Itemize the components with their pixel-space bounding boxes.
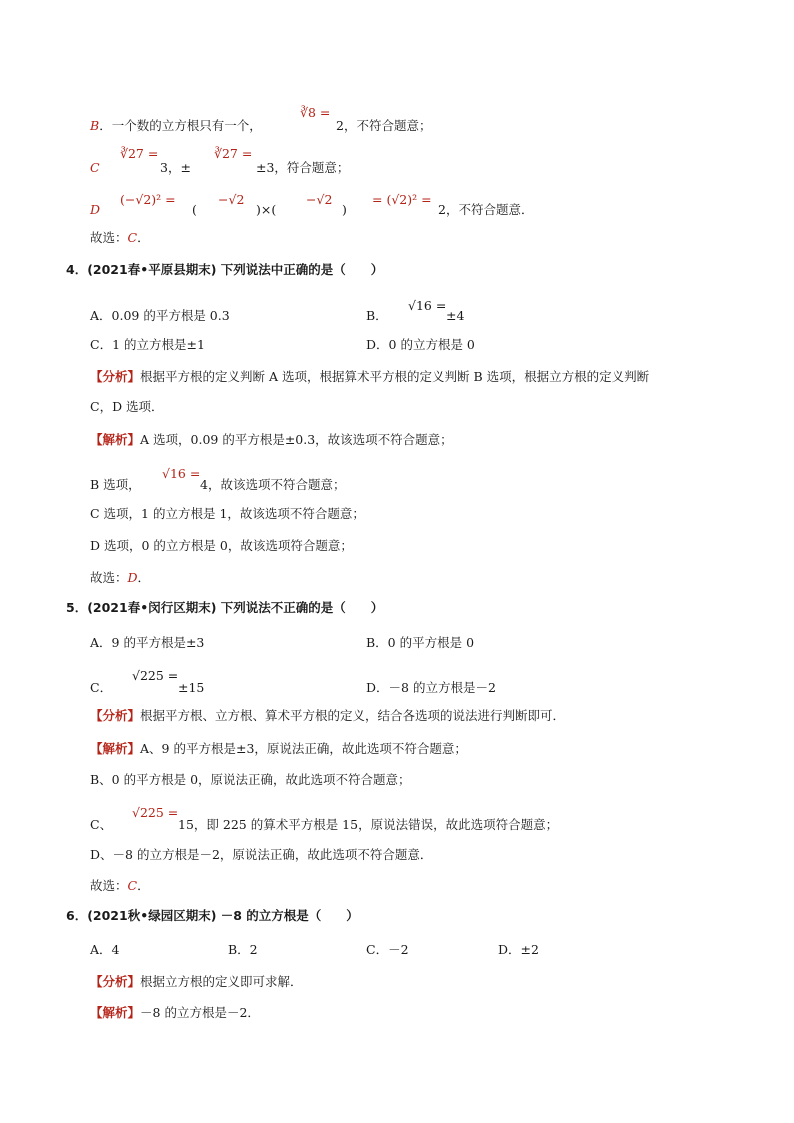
- q3-option-b-math: ∛8 =: [300, 105, 331, 120]
- q3-option-d-p1: (: [192, 202, 197, 217]
- q5-answer: 故选：C．: [90, 878, 150, 893]
- q6-option-a: A．4: [90, 942, 120, 957]
- q4-option-b-tail: ±4: [446, 308, 465, 323]
- q3-option-d-p2: )×(: [256, 202, 277, 217]
- q4-answer: 故选：D．: [90, 570, 151, 585]
- q3-option-b-tail: 2，不符合题意；: [336, 118, 432, 133]
- q4-solution-line2a: B 选项，: [90, 477, 141, 492]
- q5-solution-line1: 【解析】A、9 的平方根是±3，原说法正确，故此选项不符合题意；: [90, 741, 467, 756]
- q4-option-c: C．1 的立方根是±1: [90, 337, 205, 352]
- q4-option-b: B．: [366, 308, 388, 323]
- q4-option-b-math: √16 =: [408, 298, 447, 313]
- q5-stem: 5．(2021春•闵行区期末) 下列说法不正确的是（ ）: [66, 600, 384, 615]
- q3-option-d-math2: −√2: [218, 192, 245, 207]
- q4-option-d: D．0 的立方根是 0: [366, 337, 475, 352]
- q5-solution-line3a: C、: [90, 817, 113, 832]
- q4-solution-math: √16 =: [162, 466, 201, 481]
- q3-option-b-label: B: [90, 118, 100, 133]
- q5-solution-math: √225 =: [132, 805, 179, 820]
- q5-solution-line3b: 15，即 225 的算术平方根是 15，原说法错误，故此选项符合题意；: [178, 817, 559, 832]
- q5-option-b: B．0 的平方根是 0: [366, 635, 475, 650]
- q3-option-c-label: C: [90, 160, 100, 175]
- q5-solution-line2: B、0 的平方根是 0，原说法正确，故此选项不符合题意；: [90, 772, 411, 787]
- q6-solution: 【解析】－8 的立方根是－2．: [90, 1005, 260, 1020]
- q5-analysis: 【分析】根据平方根、立方根、算术平方根的定义，结合各选项的说法进行判断即可．: [90, 708, 566, 723]
- q3-option-d-math1: (−√2)² =: [120, 192, 176, 207]
- q5-solution-line4: D、－8 的立方根是－2，原说法正确，故此选项不符合题意．: [90, 847, 433, 862]
- q3-option-c-text2: ±3，符合题意；: [256, 160, 350, 175]
- q4-solution-line4: D 选项，0 的立方根是 0，故该选项符合题意；: [90, 538, 353, 553]
- q6-option-d: D．±2: [498, 942, 539, 957]
- q5-option-c: C．: [90, 680, 113, 695]
- q4-option-a: A．0.09 的平方根是 0.3: [90, 308, 230, 323]
- q3-option-c-math1: ∛27 =: [120, 146, 159, 161]
- q3-option-d-label: D: [90, 202, 101, 217]
- q3-option-b-text: ．一个数的立方根只有一个，: [99, 118, 262, 133]
- q4-solution-line1: 【解析】A 选项，0.09 的平方根是±0.3，故该选项不符合题意；: [90, 432, 453, 447]
- q3-option-c-text1: 3，±: [160, 160, 191, 175]
- q6-option-c: C．－2: [366, 942, 409, 957]
- q4-analysis-line2: C，D 选项．: [90, 399, 164, 414]
- q3-option-d-math3: −√2: [306, 192, 333, 207]
- q3-option-d-p3: ): [342, 202, 347, 217]
- q4-solution-line2b: 4，故该选项不符合题意；: [200, 477, 346, 492]
- q4-solution-line3: C 选项，1 的立方根是 1，故该选项不符合题意；: [90, 506, 365, 521]
- q6-analysis: 【分析】根据立方根的定义即可求解．: [90, 974, 303, 989]
- q3-answer: 故选：C．: [90, 230, 150, 245]
- q5-option-d: D．－8 的立方根是－2: [366, 680, 496, 695]
- q3-option-c-math2: ∛27 =: [214, 146, 253, 161]
- q6-option-b: B．2: [228, 942, 258, 957]
- q3-option-d-math4: = (√2)² =: [372, 192, 432, 207]
- q5-option-c-tail: ±15: [178, 680, 205, 695]
- q3-option-d-tail: 2，不符合题意．: [438, 202, 534, 217]
- q5-option-c-math: √225 =: [132, 668, 179, 683]
- q4-analysis-line1: 【分析】根据平方根的定义判断 A 选项，根据算术平方根的定义判断 B 选项，根据立方根的定义判断: [90, 369, 650, 384]
- q6-stem: 6．(2021秋•绿园区期末) －8 的立方根是（ ）: [66, 908, 359, 923]
- q5-option-a: A．9 的平方根是±3: [90, 635, 205, 650]
- q3-option-b-line: [90, 117, 262, 135]
- q4-stem: 4．(2021春•平原县期末) 下列说法中正确的是（ ）: [66, 262, 384, 277]
